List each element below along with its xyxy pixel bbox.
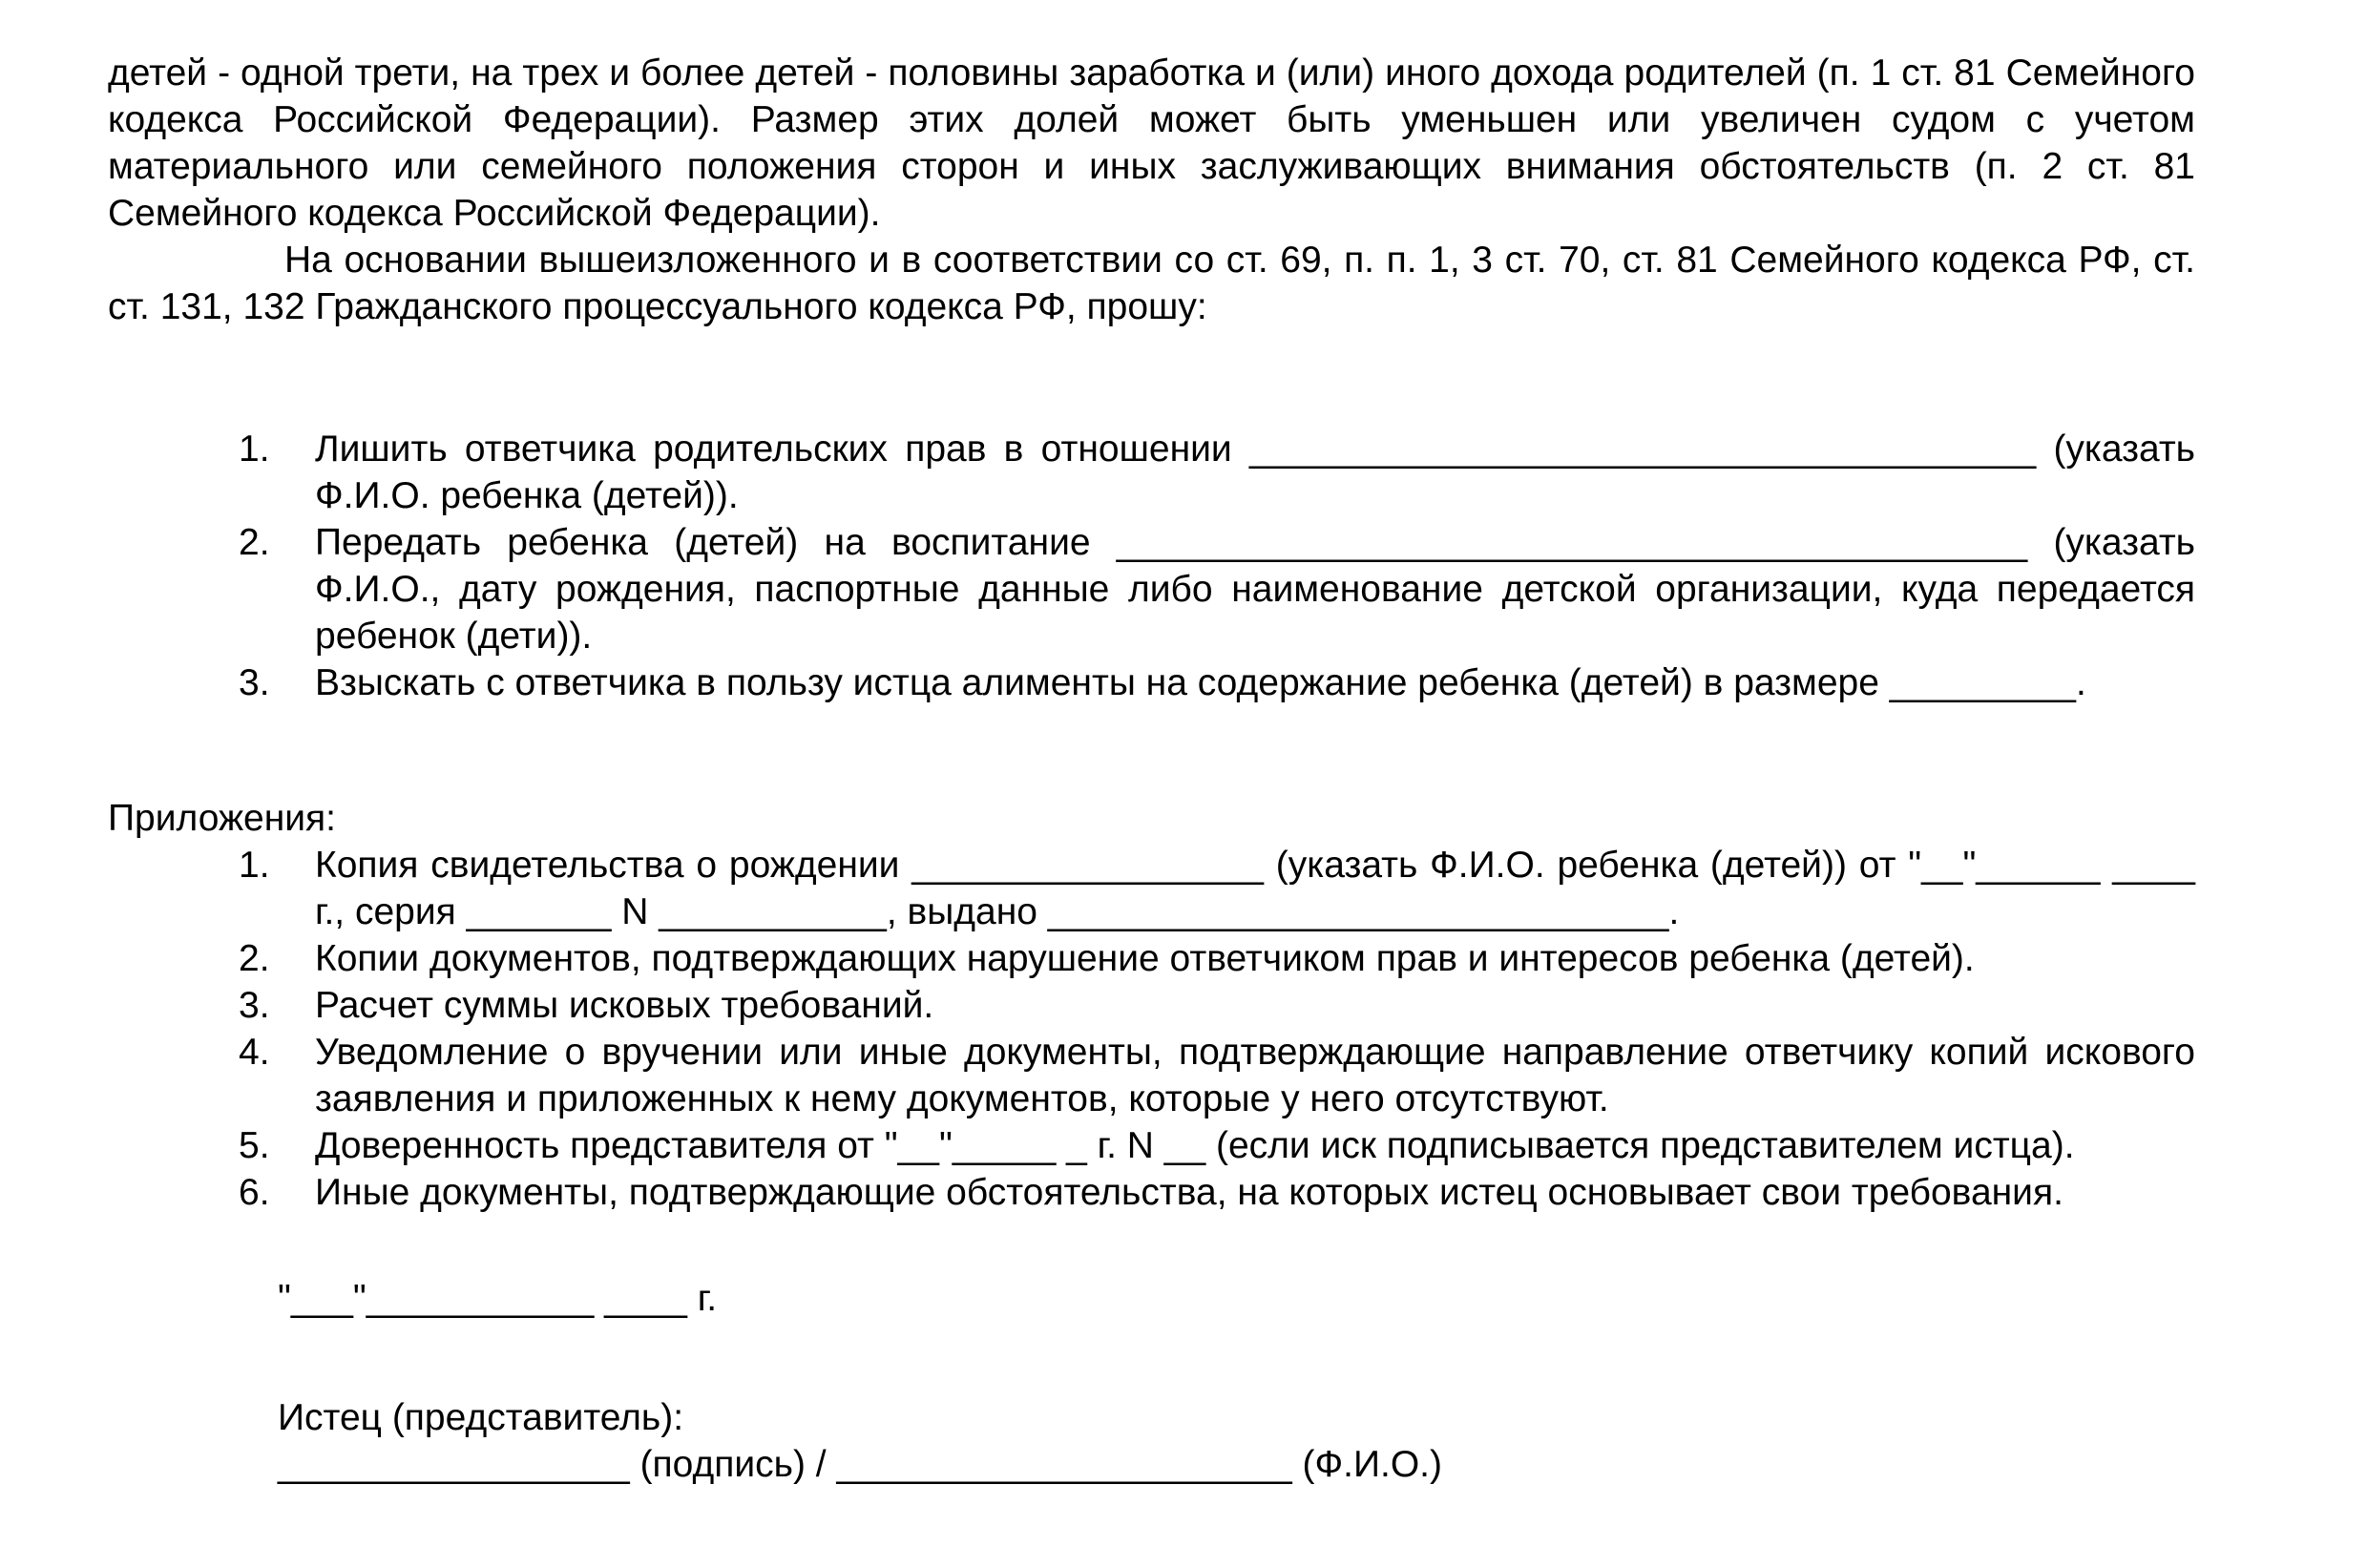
list-number: 4. <box>239 1032 270 1073</box>
demand-item <box>108 519 2195 659</box>
attachment-text: Копия свидетельства о рождении _________________ (указать Ф.И.О. ребенка (детей)) от "__"______ ____ г., серия _______ N ___________, выдано ______________________________. <box>315 845 2195 932</box>
attachment-item <box>108 982 2195 1029</box>
list-number: 2. <box>239 522 270 563</box>
attachments-heading: Приложения: <box>108 798 337 839</box>
claimant-label: Истец (представитель): <box>278 1397 684 1438</box>
attachment-text: Уведомление о вручении или иные документы, подтверждающие направление ответчику копий искового заявления и приложенных к нему документов, которые у него отсутствуют. <box>315 1032 2195 1119</box>
attachment-text: Иные документы, подтверждающие обстоятельства, на которых истец основывает свои требования. <box>315 1172 2063 1213</box>
body-paragraph-legal-basis: На основании вышеизложенного и в соответствии со ст. 69, п. п. 1, 3 ст. 70, ст. 81 Семейного кодекса РФ, ст. ст. 131, 132 Гражданского процессуального кодекса РФ, прошу: <box>108 240 2195 327</box>
list-number: 5. <box>239 1125 270 1166</box>
body-paragraph-alimony-shares: детей - одной трети, на трех и более детей - половины заработка и (или) иного дохода родителей (п. 1 ст. 81 Семейного кодекса Российской Федерации). Размер этих долей может быть уменьшен или увеличен судом с учетом материального или семейного положения сторон и иных заслуживающих внимания обстоятельств (п. 2 ст. 81 Семейного кодекса Российской Федерации). <box>108 52 2195 234</box>
list-number: 1. <box>239 429 270 470</box>
attachment-item <box>108 935 2195 982</box>
attachment-item <box>108 842 2195 935</box>
list-number: 3. <box>239 662 270 703</box>
signer-block <box>108 1394 2195 1488</box>
attachments-list <box>108 842 2195 1216</box>
attachment-text: Расчет суммы исковых требований. <box>315 985 934 1026</box>
attachment-item <box>108 1122 2195 1169</box>
demand-text: Передать ребенка (детей) на воспитание ____________________________________________ (указать Ф.И.О., дату рождения, паспортные данные либо наименование детской организации, куда передается ребенок (дети)). <box>315 522 2195 657</box>
demand-text: Взыскать с ответчика в пользу истца алименты на содержание ребенка (детей) в размере _________. <box>315 662 2086 703</box>
list-number: 2. <box>239 938 270 979</box>
date-block <box>108 1275 2195 1322</box>
date-blank-line: "___"___________ ____ г. <box>278 1278 718 1319</box>
signature-blank-line: _________________ (подпись) / ______________________ (Ф.И.О.) <box>278 1444 1442 1485</box>
demands-list <box>108 426 2195 706</box>
demand-text: Лишить ответчика родительских прав в отношении ______________________________________ (указать Ф.И.О. ребенка (детей)). <box>315 429 2195 516</box>
attachment-text: Доверенность представителя от "__"_____ _ г. N __ (если иск подписывается представителем истца). <box>315 1125 2075 1166</box>
attachment-item <box>108 1029 2195 1122</box>
attachment-text: Копии документов, подтверждающих нарушение ответчиком прав и интересов ребенка (детей). <box>315 938 1975 979</box>
demand-item <box>108 426 2195 519</box>
list-number: 6. <box>239 1172 270 1213</box>
attachment-item <box>108 1169 2195 1216</box>
list-number: 3. <box>239 985 270 1026</box>
demand-item <box>108 659 2195 706</box>
list-number: 1. <box>239 845 270 886</box>
